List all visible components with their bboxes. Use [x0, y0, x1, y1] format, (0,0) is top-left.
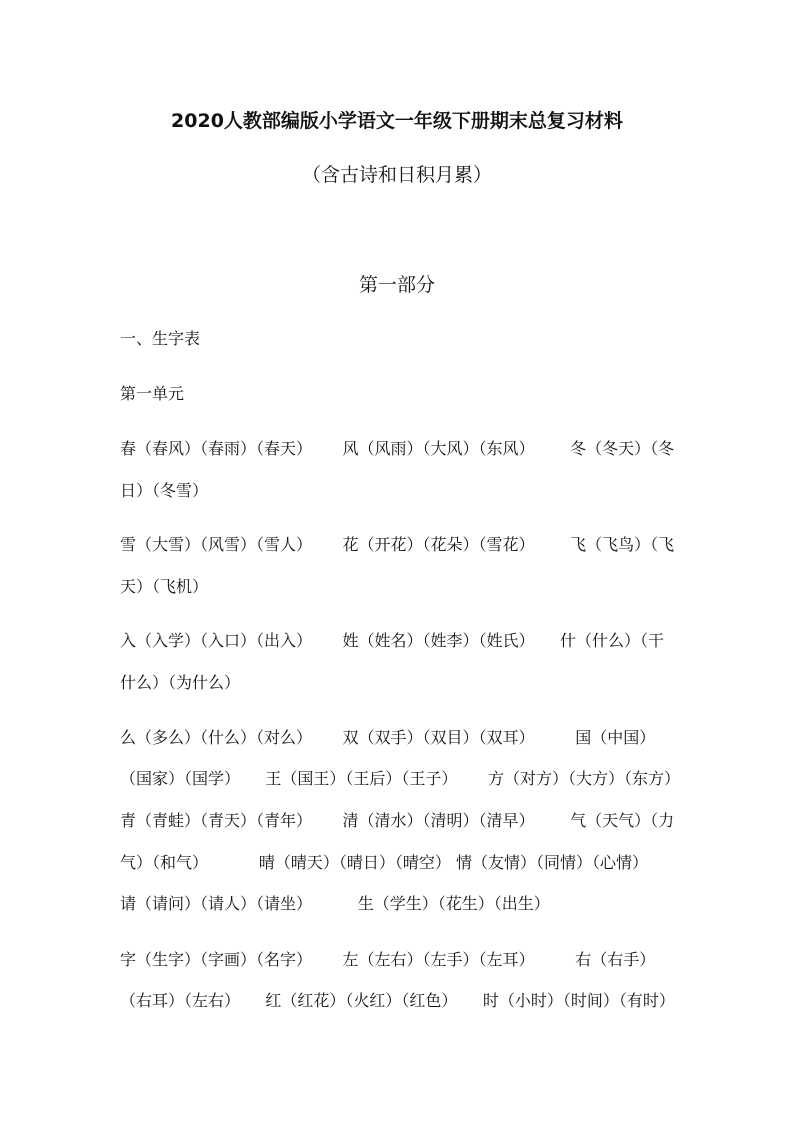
text-line: 请（请问）（请人）（请坐） 生（学生）（花生）（出生） — [120, 894, 550, 913]
text-line: 入（入学）（入口）（出入） 姓（姓名）（姓李）（姓氏） 什（什么）（干 — [120, 631, 664, 650]
text-line: 青（青蛙）（青天）（青年） 清（清水）（清明）（清早） 气（天气）（力 — [120, 811, 675, 830]
heading-vocab-table: 一、生字表 — [120, 329, 201, 348]
text-line: 气）（和气） 晴（晴天）（晴日）（晴空） 情（友情）（同情）（心情） — [120, 853, 648, 872]
text-line: 日）（冬雪） — [120, 481, 209, 500]
section-title: 第一部分 — [358, 274, 435, 296]
document-title: 2020人教部编版小学语文一年级下册期末总复习材料 — [171, 110, 623, 132]
text-line: 春（春风）（春雨）（春天） 风（风雨）（大风）（东风） 冬（冬天）（冬 — [120, 439, 675, 458]
text-line: 么（多么）（什么）（对么） 双（双手）（双目）（双耳） 国（中国） — [120, 728, 656, 747]
text-line: （右耳）（左右） 红（红花）（火红）（红色） 时（小时）（时间）（有时） — [120, 991, 675, 1010]
text-line: （国家）（国学） 王（国王）（王后）（王子） 方（对方）（大方）（东方） — [120, 769, 680, 788]
text-line: 什么）（为什么） — [120, 673, 241, 692]
text-line: 字（生字）（字画）（名字） 左（左右）（左手）（左耳） 右（右手） — [120, 950, 656, 969]
document-subtitle: （含古诗和日积月累） — [301, 164, 492, 186]
unit-heading: 第一单元 — [120, 384, 185, 403]
text-line: 天）（飞机） — [120, 577, 209, 596]
text-line: 雪（大雪）（风雪）（雪人） 花（开花）（花朵）（雪花） 飞（飞鸟）（飞 — [120, 535, 675, 554]
